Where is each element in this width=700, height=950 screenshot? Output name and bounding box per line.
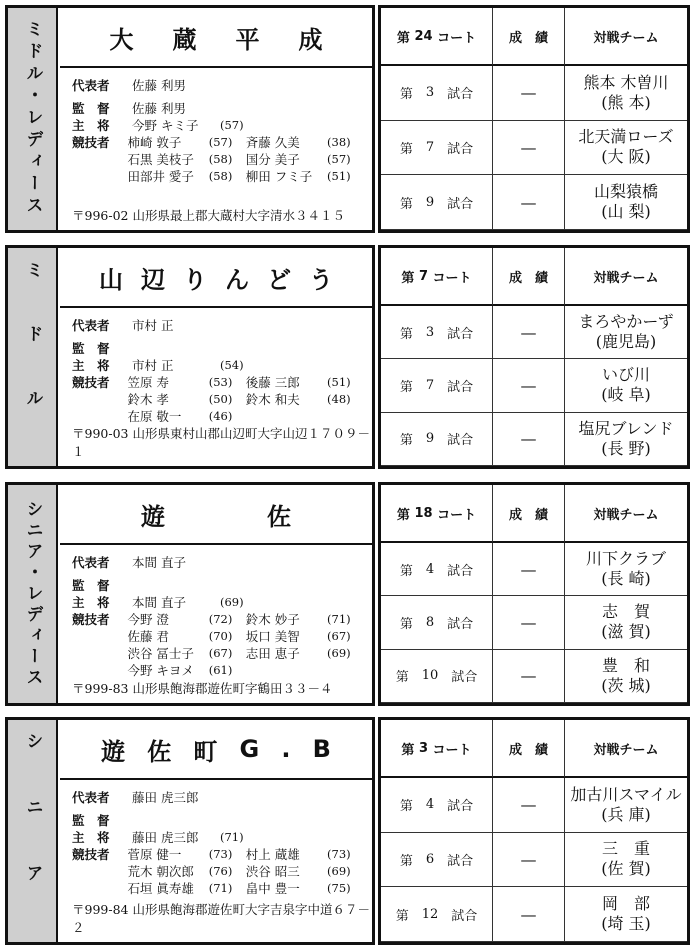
opponent-prefecture: (熊 本) <box>601 92 651 112</box>
player-row <box>72 167 364 184</box>
player-name: 菅原 健一 <box>127 846 182 862</box>
address: 〒996-02 山形県最上郡大蔵村大字清水３４１５ <box>72 208 345 223</box>
player-age: (48) <box>327 391 351 406</box>
court-header <box>381 8 493 66</box>
opponent-prefecture: (埼 玉) <box>601 914 651 934</box>
court-number: 7 <box>418 268 429 284</box>
match-result: — <box>493 359 565 412</box>
opponent-prefecture: (滋 賀) <box>601 622 651 642</box>
team-name-char: G <box>239 735 260 763</box>
opponent-name: いび川 <box>601 365 650 385</box>
captain-row <box>72 828 364 845</box>
rep-name: 市村 正 <box>132 317 174 333</box>
coach-row <box>72 576 364 593</box>
coach-label: 監 督 <box>72 340 110 356</box>
player-age: (73) <box>208 846 233 861</box>
player-row <box>72 133 364 150</box>
coach-row <box>72 811 364 828</box>
player-name: 田部井 愛子 <box>127 168 194 184</box>
coach-row <box>72 99 364 116</box>
player-row <box>72 862 364 879</box>
roster <box>72 76 364 184</box>
match-cell <box>381 778 493 833</box>
opponent-name: 熊本 木曽川 <box>583 72 669 92</box>
player-row <box>72 610 364 627</box>
match-prefix: 第 <box>399 563 413 579</box>
category-strip <box>8 8 58 230</box>
match-cell <box>381 121 493 176</box>
spacer <box>434 613 447 632</box>
opponent-team <box>565 413 687 466</box>
match-suffix: 試合 <box>447 563 474 579</box>
players-label: 競技者 <box>72 374 110 390</box>
player-age: (58) <box>208 151 233 166</box>
match-result: — <box>493 596 565 649</box>
player-age: (53) <box>208 374 233 389</box>
category-strip <box>8 485 58 703</box>
roster <box>72 788 364 896</box>
opponent-prefecture: (長 野) <box>601 438 651 458</box>
player-age: (67) <box>327 628 351 643</box>
player-age: (67) <box>208 645 233 660</box>
captain-age: (57) <box>220 117 244 132</box>
court-prefix: 第 <box>396 30 410 46</box>
match-result: — <box>493 650 565 703</box>
team-info-box <box>5 482 375 706</box>
opponent-prefecture: (佐 賀) <box>601 859 651 879</box>
match-number: 12 <box>421 906 439 922</box>
team-name-char: ん <box>225 265 249 294</box>
player-age: (57) <box>208 134 233 149</box>
match-result: — <box>493 121 565 176</box>
spacer <box>434 323 447 342</box>
player-age: (71) <box>327 611 351 626</box>
team-block <box>5 245 690 469</box>
team-name-char: 平 <box>235 25 260 54</box>
player-row <box>72 390 364 407</box>
captain-age: (71) <box>220 829 244 844</box>
opponent-team <box>565 778 687 833</box>
opponent-name: 川下クラブ <box>585 549 666 569</box>
opponent-team <box>565 306 687 359</box>
opponent-team <box>565 650 687 703</box>
player-age: (58) <box>208 168 233 183</box>
schedule-table <box>378 5 690 233</box>
captain-label: 主 将 <box>72 357 110 373</box>
captain-row <box>72 116 364 133</box>
match-number: 4 <box>425 561 435 577</box>
opponent-team <box>565 359 687 412</box>
result-header: 成 績 <box>493 248 565 306</box>
team-info-box <box>5 5 375 233</box>
opponent-header: 対戦チーム <box>565 248 687 306</box>
rep-row <box>72 76 364 93</box>
team-name <box>60 720 372 780</box>
spacer <box>413 613 426 632</box>
rep-label: 代表者 <box>72 77 110 93</box>
spacer <box>438 666 451 685</box>
match-suffix: 試合 <box>451 908 478 924</box>
team-name-char: 遊 <box>101 737 126 766</box>
match-number: 4 <box>425 797 435 813</box>
roster <box>72 316 364 424</box>
team-block <box>5 5 690 233</box>
match-number: 3 <box>425 324 435 340</box>
match-result: — <box>493 543 565 596</box>
match-prefix: 第 <box>399 196 413 212</box>
match-cell <box>381 650 493 703</box>
court-header <box>381 485 493 543</box>
opponent-prefecture: (茨 城) <box>601 675 651 695</box>
opponent-header: 対戦チーム <box>565 485 687 543</box>
spacer <box>434 560 447 579</box>
captain-row <box>72 356 364 373</box>
team-name-char: ど <box>267 265 291 294</box>
spacer <box>413 429 426 448</box>
opponent-team <box>565 887 687 942</box>
match-cell <box>381 175 493 230</box>
court-number: 3 <box>418 740 429 756</box>
court-header <box>381 248 493 306</box>
player-row <box>72 644 364 661</box>
player-name: 国分 美子 <box>245 151 300 167</box>
match-cell <box>381 413 493 466</box>
opponent-team <box>565 66 687 121</box>
team-name-char: B <box>312 735 331 763</box>
player-name: 石黒 美枝子 <box>127 151 194 167</box>
match-cell <box>381 833 493 888</box>
category-strip <box>8 248 58 466</box>
players-label: 競技者 <box>72 611 110 627</box>
result-header: 成 績 <box>493 720 565 778</box>
match-prefix: 第 <box>399 141 413 157</box>
schedule-table <box>378 482 690 706</box>
player-name: 畠中 豊一 <box>245 880 300 896</box>
roster <box>72 553 364 678</box>
rep-label: 代表者 <box>72 554 110 570</box>
team-name-char: . <box>281 735 291 763</box>
match-suffix: 試合 <box>447 326 474 342</box>
category-label: ミドル <box>22 261 43 453</box>
match-prefix: 第 <box>395 908 409 924</box>
captain-row <box>72 593 364 610</box>
match-prefix: 第 <box>399 87 413 103</box>
player-name: 渋谷 昭三 <box>245 863 300 879</box>
spacer <box>434 429 447 448</box>
player-age: (61) <box>208 662 233 677</box>
spacer <box>434 850 447 869</box>
team-name <box>60 485 372 545</box>
match-result: — <box>493 413 565 466</box>
court-prefix: 第 <box>396 507 410 523</box>
spacer <box>413 83 426 102</box>
player-name: 鈴木 孝 <box>127 391 169 407</box>
player-name: 笠原 寿 <box>127 374 169 390</box>
match-prefix: 第 <box>395 670 409 686</box>
match-number: 9 <box>425 194 435 210</box>
opponent-name: 加古川スマイル <box>570 784 682 804</box>
team-name-char: 辺 <box>141 265 165 294</box>
category-label: シニア <box>22 732 43 930</box>
player-name: 後藤 三郎 <box>245 374 300 390</box>
spacer <box>413 560 426 579</box>
player-age: (72) <box>208 611 233 626</box>
opponent-prefecture: (鹿児島) <box>595 332 657 352</box>
player-name: 石垣 眞寿雄 <box>127 880 194 896</box>
opponent-prefecture: (山 梨) <box>601 202 651 222</box>
coach-label: 監 督 <box>72 577 110 593</box>
result-header: 成 績 <box>493 8 565 66</box>
captain-name: 今野 キミ子 <box>132 117 199 133</box>
spacer <box>434 138 447 157</box>
schedule-table <box>378 717 690 945</box>
match-cell <box>381 306 493 359</box>
match-result: — <box>493 66 565 121</box>
court-suffix: コート <box>432 270 472 286</box>
player-age: (76) <box>208 863 233 878</box>
court-prefix: 第 <box>401 742 415 758</box>
coach-label: 監 督 <box>72 812 110 828</box>
captain-label: 主 将 <box>72 117 110 133</box>
player-name: 志田 恵子 <box>245 645 300 661</box>
match-prefix: 第 <box>399 616 413 632</box>
court-header <box>381 720 493 778</box>
match-suffix: 試合 <box>447 616 474 632</box>
match-cell <box>381 596 493 649</box>
opponent-name: 岡 部 <box>601 894 650 914</box>
opponent-name: 塩尻ブレンド <box>578 418 674 438</box>
team-name-char: 大 <box>109 25 134 54</box>
player-name: 村上 蔵雄 <box>245 846 300 862</box>
match-suffix: 試合 <box>447 196 474 212</box>
spacer <box>413 850 426 869</box>
opponent-team <box>565 543 687 596</box>
rep-row <box>72 553 364 570</box>
player-age: (70) <box>208 628 233 643</box>
player-age: (71) <box>208 880 233 895</box>
player-name: 佐藤 君 <box>127 628 169 644</box>
rep-label: 代表者 <box>72 317 110 333</box>
match-suffix: 試合 <box>447 799 474 815</box>
player-age: (50) <box>208 391 233 406</box>
captain-name: 市村 正 <box>132 357 174 373</box>
match-prefix: 第 <box>399 433 413 449</box>
opponent-prefecture: (長 崎) <box>601 569 651 589</box>
player-age: (51) <box>327 168 351 183</box>
player-row <box>72 373 364 390</box>
rep-name: 本間 直子 <box>132 554 186 570</box>
category-strip <box>8 720 58 942</box>
match-cell <box>381 359 493 412</box>
player-row <box>72 627 364 644</box>
team-name-char: 蔵 <box>172 25 197 54</box>
player-age: (73) <box>327 846 351 861</box>
opponent-name: 山梨猿橋 <box>593 182 658 202</box>
captain-name: 藤田 虎三郎 <box>132 829 199 845</box>
players-label: 競技者 <box>72 134 110 150</box>
match-result: — <box>493 887 565 942</box>
player-name: 斉藤 久美 <box>245 134 300 150</box>
match-number: 9 <box>425 431 435 447</box>
spacer <box>438 905 451 924</box>
spacer <box>413 323 426 342</box>
match-number: 8 <box>425 614 435 630</box>
match-prefix: 第 <box>399 379 413 395</box>
player-row <box>72 661 364 678</box>
match-result: — <box>493 833 565 888</box>
match-prefix: 第 <box>399 799 413 815</box>
match-suffix: 試合 <box>447 87 474 103</box>
team-block <box>5 482 690 706</box>
address: 〒999-84 山形県飽海郡遊佐町大字吉泉字中道６７－２ <box>72 902 370 935</box>
spacer <box>413 795 426 814</box>
rep-name: 藤田 虎三郎 <box>132 789 199 805</box>
team-name <box>60 248 372 308</box>
captain-label: 主 将 <box>72 829 110 845</box>
category-label: ミドル・レディース <box>22 20 43 218</box>
result-header: 成 績 <box>493 485 565 543</box>
address: 〒990-03 山形県東村山郡山辺町大字山辺１７０９－１ <box>72 426 370 459</box>
player-row <box>72 407 364 424</box>
match-suffix: 試合 <box>447 433 474 449</box>
match-suffix: 試合 <box>451 670 478 686</box>
opponent-team <box>565 833 687 888</box>
player-age: (38) <box>327 134 351 149</box>
team-name-char: 佐 <box>267 502 291 531</box>
players-label: 競技者 <box>72 846 110 862</box>
captain-name: 本間 直子 <box>132 594 186 610</box>
team-name-char: 遊 <box>141 502 165 531</box>
team-block <box>5 717 690 945</box>
player-name: 今野 キヨメ <box>127 662 194 678</box>
captain-age: (54) <box>220 357 244 372</box>
match-suffix: 試合 <box>447 853 474 869</box>
spacer <box>413 376 426 395</box>
opponent-prefecture: (大 阪) <box>601 147 651 167</box>
match-suffix: 試合 <box>447 141 474 157</box>
spacer <box>434 376 447 395</box>
match-prefix: 第 <box>399 326 413 342</box>
player-name: 柳田 フミ子 <box>245 168 313 184</box>
schedule-table <box>378 245 690 469</box>
match-number: 10 <box>421 668 439 684</box>
team-name-char: う <box>309 265 333 294</box>
team-name-char: 町 <box>193 737 218 766</box>
opponent-team <box>565 175 687 230</box>
court-number: 24 <box>414 28 433 44</box>
court-suffix: コート <box>437 30 477 46</box>
court-prefix: 第 <box>401 270 415 286</box>
match-number: 7 <box>425 139 435 155</box>
address: 〒999-83 山形県飽海郡遊佐町字鶴田３３－４ <box>72 681 333 696</box>
opponent-team <box>565 121 687 176</box>
coach-name: 佐藤 利男 <box>132 100 186 116</box>
spacer <box>413 193 426 212</box>
captain-label: 主 将 <box>72 594 110 610</box>
opponent-prefecture: (兵 庫) <box>601 804 651 824</box>
team-name-char: り <box>183 265 207 294</box>
match-number: 6 <box>425 851 435 867</box>
team-name-char: 成 <box>298 25 323 54</box>
coach-label: 監 督 <box>72 100 110 116</box>
team-info-box <box>5 717 375 945</box>
player-name: 坂口 美智 <box>245 628 300 644</box>
rep-label: 代表者 <box>72 789 110 805</box>
match-number: 7 <box>425 377 435 393</box>
rep-row <box>72 788 364 805</box>
spacer <box>434 795 447 814</box>
team-name-char: 山 <box>99 265 123 294</box>
player-age: (51) <box>327 374 351 389</box>
player-name: 在原 敬一 <box>127 408 182 424</box>
opponent-name: 志 賀 <box>601 602 650 622</box>
spacer <box>409 666 422 685</box>
category-label: シニア・レディース <box>22 499 43 689</box>
coach-row <box>72 339 364 356</box>
match-cell <box>381 543 493 596</box>
player-row <box>72 845 364 862</box>
captain-age: (69) <box>220 594 244 609</box>
player-name: 柿崎 敦子 <box>127 134 182 150</box>
court-number: 18 <box>414 505 433 521</box>
team-info-box <box>5 245 375 469</box>
player-age: (57) <box>327 151 351 166</box>
match-result: — <box>493 175 565 230</box>
opponent-team <box>565 596 687 649</box>
spacer <box>413 138 426 157</box>
opponent-prefecture: (岐 阜) <box>601 385 651 405</box>
opponent-name: まろやかーず <box>578 312 674 332</box>
match-cell <box>381 887 493 942</box>
court-suffix: コート <box>437 507 477 523</box>
match-result: — <box>493 306 565 359</box>
player-age: (69) <box>327 863 351 878</box>
opponent-header: 対戦チーム <box>565 720 687 778</box>
opponent-name: 豊 和 <box>601 655 650 675</box>
player-name: 鈴木 妙子 <box>245 611 300 627</box>
player-age: (75) <box>327 880 351 895</box>
opponent-name: 北天満ローズ <box>578 127 674 147</box>
match-suffix: 試合 <box>447 379 474 395</box>
team-name-char: 佐 <box>147 737 172 766</box>
opponent-header: 対戦チーム <box>565 8 687 66</box>
player-name: 渋谷 冨士子 <box>127 645 194 661</box>
match-prefix: 第 <box>399 853 413 869</box>
player-name: 鈴木 和夫 <box>245 391 300 407</box>
spacer <box>434 83 447 102</box>
player-name: 今野 澄 <box>127 611 169 627</box>
match-number: 3 <box>425 85 435 101</box>
rep-name: 佐藤 利男 <box>132 77 186 93</box>
spacer <box>409 905 422 924</box>
rep-row <box>72 316 364 333</box>
player-age: (69) <box>327 645 351 660</box>
opponent-name: 三 重 <box>601 839 650 859</box>
team-name <box>60 8 372 68</box>
player-row <box>72 879 364 896</box>
spacer <box>434 193 447 212</box>
court-suffix: コート <box>432 742 472 758</box>
player-row <box>72 150 364 167</box>
player-name: 荒木 朝次郎 <box>127 863 194 879</box>
match-result: — <box>493 778 565 833</box>
player-age: (46) <box>208 408 233 423</box>
match-cell <box>381 66 493 121</box>
